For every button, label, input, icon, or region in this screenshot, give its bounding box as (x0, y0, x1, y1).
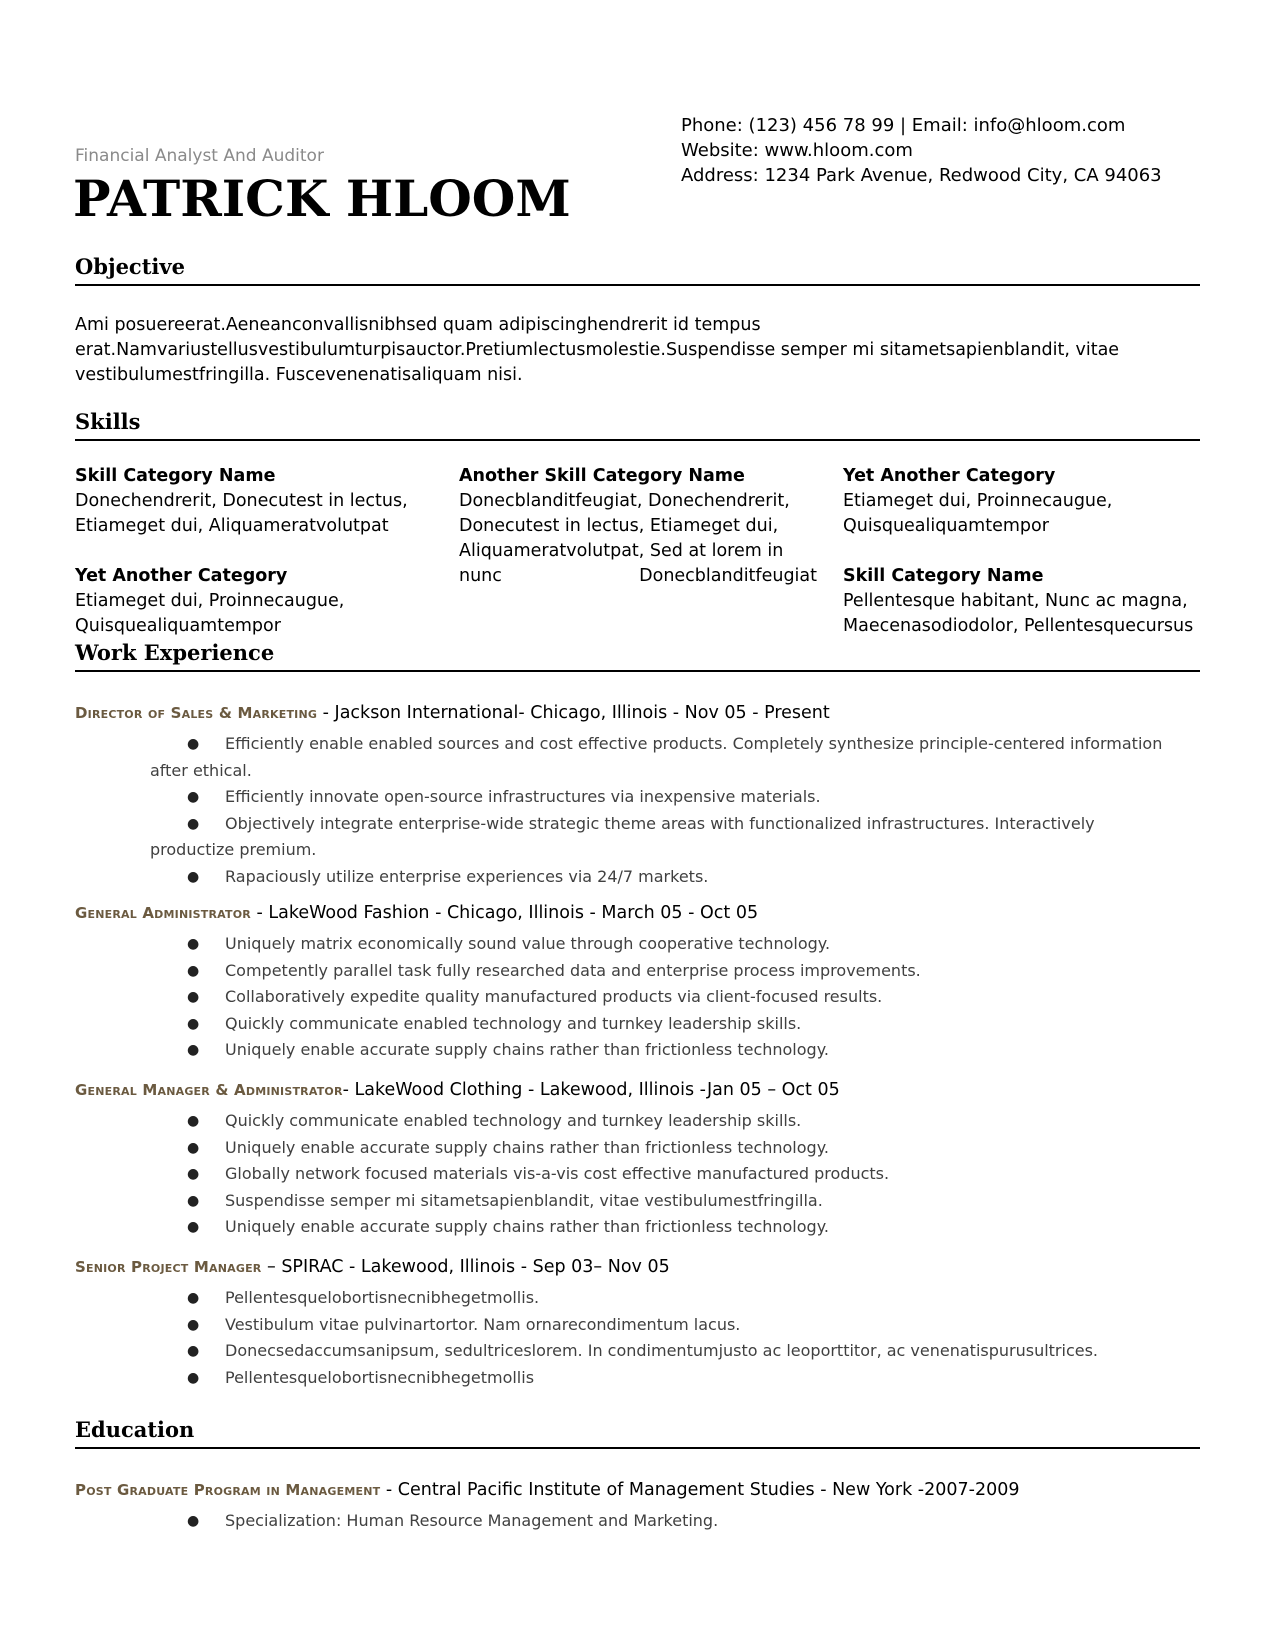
education-entry (75, 1478, 1205, 1535)
bullet-icon: ● (187, 789, 200, 805)
bullet-icon: ● (187, 736, 200, 752)
objective-line: Ami posuereerat.Aeneanconvallisnibhsed quam adipiscinghendrerit id tempus (75, 315, 761, 335)
job-entry (75, 1255, 1205, 1391)
job-title-line (75, 701, 1205, 725)
education-bullets (75, 1508, 1205, 1535)
candidate-name: PATRICK HLOOM (73, 169, 571, 228)
bullet-text: Uniquely matrix economically sound value through cooperative technology. (225, 934, 831, 953)
bullet-icon: ● (187, 1113, 200, 1129)
bullet-text: Quickly communicate enabled technology and turnkey leadership skills. (225, 1013, 802, 1033)
job-bullets (75, 1108, 1205, 1241)
skill-group (843, 564, 1211, 639)
bullet-text: Pellentesquelobortisnecnibhegetmollis (225, 1367, 535, 1387)
bullet-icon: ● (187, 1042, 200, 1058)
skill-text: Maecenasodiodolor, Pellentesquecursus (843, 616, 1194, 636)
job-title-line (75, 901, 1205, 925)
skill-text: Donecblanditfeugiat (639, 566, 817, 586)
bullet-text: Uniquely enable accurate supply chains rather than frictionless technology. (225, 1137, 829, 1157)
skill-text: Etiameget dui, Proinnecaugue, (75, 591, 345, 611)
bullet-item (75, 1037, 1205, 1064)
job-entry (75, 701, 1205, 890)
job-title-line (75, 1078, 1205, 1102)
bullet-text: Uniquely enable accurate supply chains rather than frictionless technology. (225, 1217, 829, 1236)
skill-text: Pellentesque habitant, Nunc ac magna, (843, 591, 1188, 611)
bullet-text: Efficiently enable enabled sources and cost effective products. Completely synthesize principle-centered information (225, 734, 1163, 753)
education-title-line (75, 1478, 1205, 1502)
skill-text: Aliquameratvolutpat, Sed at lorem in (459, 541, 784, 561)
bullet-text: Suspendisse semper mi sitametsapienblandit, vitae vestibulumestfringilla. (225, 1190, 823, 1210)
bullet-item (75, 1108, 1205, 1135)
bullet-text: Quickly communicate enabled technology and turnkey leadership skills. (225, 1111, 802, 1130)
bullet-text: Efficiently innovate open-source infrastructures via inexpensive materials. (225, 787, 821, 806)
bullet-item (75, 1188, 1205, 1215)
experience-heading: Work Experience (75, 640, 1200, 672)
contact-address: Address: 1234 Park Avenue, Redwood City, CA 94063 (681, 165, 1162, 186)
bullet-icon: ● (187, 1192, 200, 1209)
bullet-text: Donecsedaccumsanipsum, sedultriceslorem. In condimentumjusto ac leoporttitor, ac venenatispurusultrices. (225, 1341, 1099, 1360)
education-heading: Education (75, 1417, 1200, 1449)
skill-text: Donecutest in lectus, Etiameget dui, (459, 516, 779, 536)
skill-text: nunc (459, 566, 502, 586)
bullet-text: Collaboratively expedite quality manufactured products via client-focused results. (225, 987, 883, 1006)
bullet-icon: ● (187, 1166, 200, 1182)
bullet-item (75, 1011, 1205, 1038)
bullet-item (75, 1135, 1205, 1162)
job-subtitle: Financial Analyst And Auditor (75, 146, 324, 166)
bullet-icon: ● (187, 868, 200, 885)
objective-line: erat.Namvariustellusvestibulumturpisauctor.Pretiumlectusmolestie.Suspendisse semper mi sitametsapienblandit, vitae (75, 340, 1120, 360)
bullet-icon: ● (187, 1015, 200, 1032)
bullet-item (75, 1365, 1205, 1392)
objective-text (75, 313, 1195, 388)
skill-text: Quisquealiquamtempor (843, 516, 1049, 536)
bullet-item (75, 864, 1205, 891)
job-bullets (75, 1285, 1205, 1391)
bullet-icon: ● (187, 1219, 200, 1235)
skill-group (843, 464, 1211, 539)
bullet-text: Objectively integrate enterprise-wide strategic theme areas with functionalized infrastructures. Interactively (225, 813, 1095, 833)
skills-heading: Skills (75, 409, 1200, 441)
skill-text: Donecblanditfeugiat, Donechendrerit, (459, 491, 790, 511)
skill-group (75, 464, 443, 539)
job-details: - LakeWood Clothing - Lakewood, Illinois -Jan 05 – Oct 05 (342, 1080, 840, 1100)
bullet-item (75, 811, 1205, 864)
bullet-item (75, 984, 1205, 1011)
bullet-item (75, 1338, 1205, 1365)
bullet-item (75, 1285, 1205, 1312)
education-details: - Central Pacific Institute of Management Studies - New York -2007-2009 (380, 1480, 1020, 1500)
skill-category: Skill Category Name (843, 566, 1044, 586)
job-role: General Administrator (75, 904, 251, 922)
bullet-icon: ● (187, 962, 200, 979)
skill-category: Skill Category Name (75, 466, 276, 486)
bullet-text: Globally network focused materials vis-a-vis cost effective manufactured products. (225, 1164, 890, 1183)
bullet-text: Vestibulum vitae pulvinartortor. Nam ornarecondimentum lacus. (225, 1314, 741, 1334)
job-role: General Manager & Administrator (75, 1081, 343, 1099)
bullet-icon: ● (187, 1139, 200, 1156)
bullet-icon: ● (187, 1343, 200, 1359)
skill-category: Yet Another Category (843, 466, 1056, 486)
bullet-icon: ● (187, 1290, 200, 1306)
bullet-item (75, 784, 1205, 811)
bullet-text: Specialization: Human Resource Management and Marketing. (225, 1511, 719, 1530)
job-role: Senior Project Manager (75, 1258, 262, 1276)
bullet-item (75, 731, 1205, 784)
job-details: - LakeWood Fashion - Chicago, Illinois - March 05 - Oct 05 (250, 903, 759, 923)
bullet-icon: ● (187, 936, 200, 952)
bullet-text: Rapaciously utilize enterprise experiences via 24/7 markets. (225, 866, 709, 886)
skill-group (75, 564, 443, 639)
skill-text: Quisquealiquamtempor (75, 616, 281, 636)
bullet-item (75, 958, 1205, 985)
bullet-item (75, 1161, 1205, 1188)
contact-phone-email: Phone: (123) 456 78 99 | Email: info@hloom.com (681, 115, 1126, 136)
bullet-icon: ● (187, 815, 200, 832)
bullet-item (75, 1508, 1205, 1535)
job-details: - Jackson International- Chicago, Illinois - Nov 05 - Present (317, 703, 830, 723)
skill-group (459, 464, 827, 589)
bullet-icon: ● (187, 1513, 200, 1529)
objective-line: vestibulumestfringilla. Fuscevenenatisaliquam nisi. (75, 365, 523, 385)
skill-text: Etiameget dui, Aliquameratvolutpat (75, 516, 389, 536)
skill-text: Donechendrerit, Donecutest in lectus, (75, 491, 408, 511)
bullet-icon: ● (187, 1316, 200, 1333)
bullet-item (75, 931, 1205, 958)
bullet-text: Competently parallel task fully researched data and enterprise process improvements. (225, 960, 921, 980)
bullet-text: after ethical. (150, 760, 252, 780)
bullet-text: Pellentesquelobortisnecnibhegetmollis. (225, 1288, 540, 1307)
bullet-text: Uniquely enable accurate supply chains rather than frictionless technology. (225, 1040, 829, 1059)
job-details: – SPIRAC - Lakewood, Illinois - Sep 03– Nov 05 (261, 1257, 670, 1277)
objective-heading: Objective (75, 254, 1200, 286)
bullet-icon: ● (187, 1369, 200, 1386)
job-bullets (75, 731, 1205, 890)
contact-block (681, 113, 1162, 188)
contact-website: Website: www.hloom.com (681, 140, 913, 161)
skill-text: Etiameget dui, Proinnecaugue, (843, 491, 1113, 511)
skill-category: Yet Another Category (75, 566, 288, 586)
skill-text-row (459, 564, 817, 589)
job-title-line (75, 1255, 1205, 1279)
bullet-item (75, 1214, 1205, 1241)
education-program: Post Graduate Program in Management (75, 1481, 381, 1499)
skill-category: Another Skill Category Name (459, 466, 745, 486)
bullet-icon: ● (187, 989, 200, 1005)
job-entry (75, 901, 1205, 1064)
job-bullets (75, 931, 1205, 1064)
job-entry (75, 1078, 1205, 1241)
bullet-text: productize premium. (150, 840, 317, 859)
job-role: Director of Sales & Marketing (75, 704, 318, 722)
bullet-item (75, 1312, 1205, 1339)
